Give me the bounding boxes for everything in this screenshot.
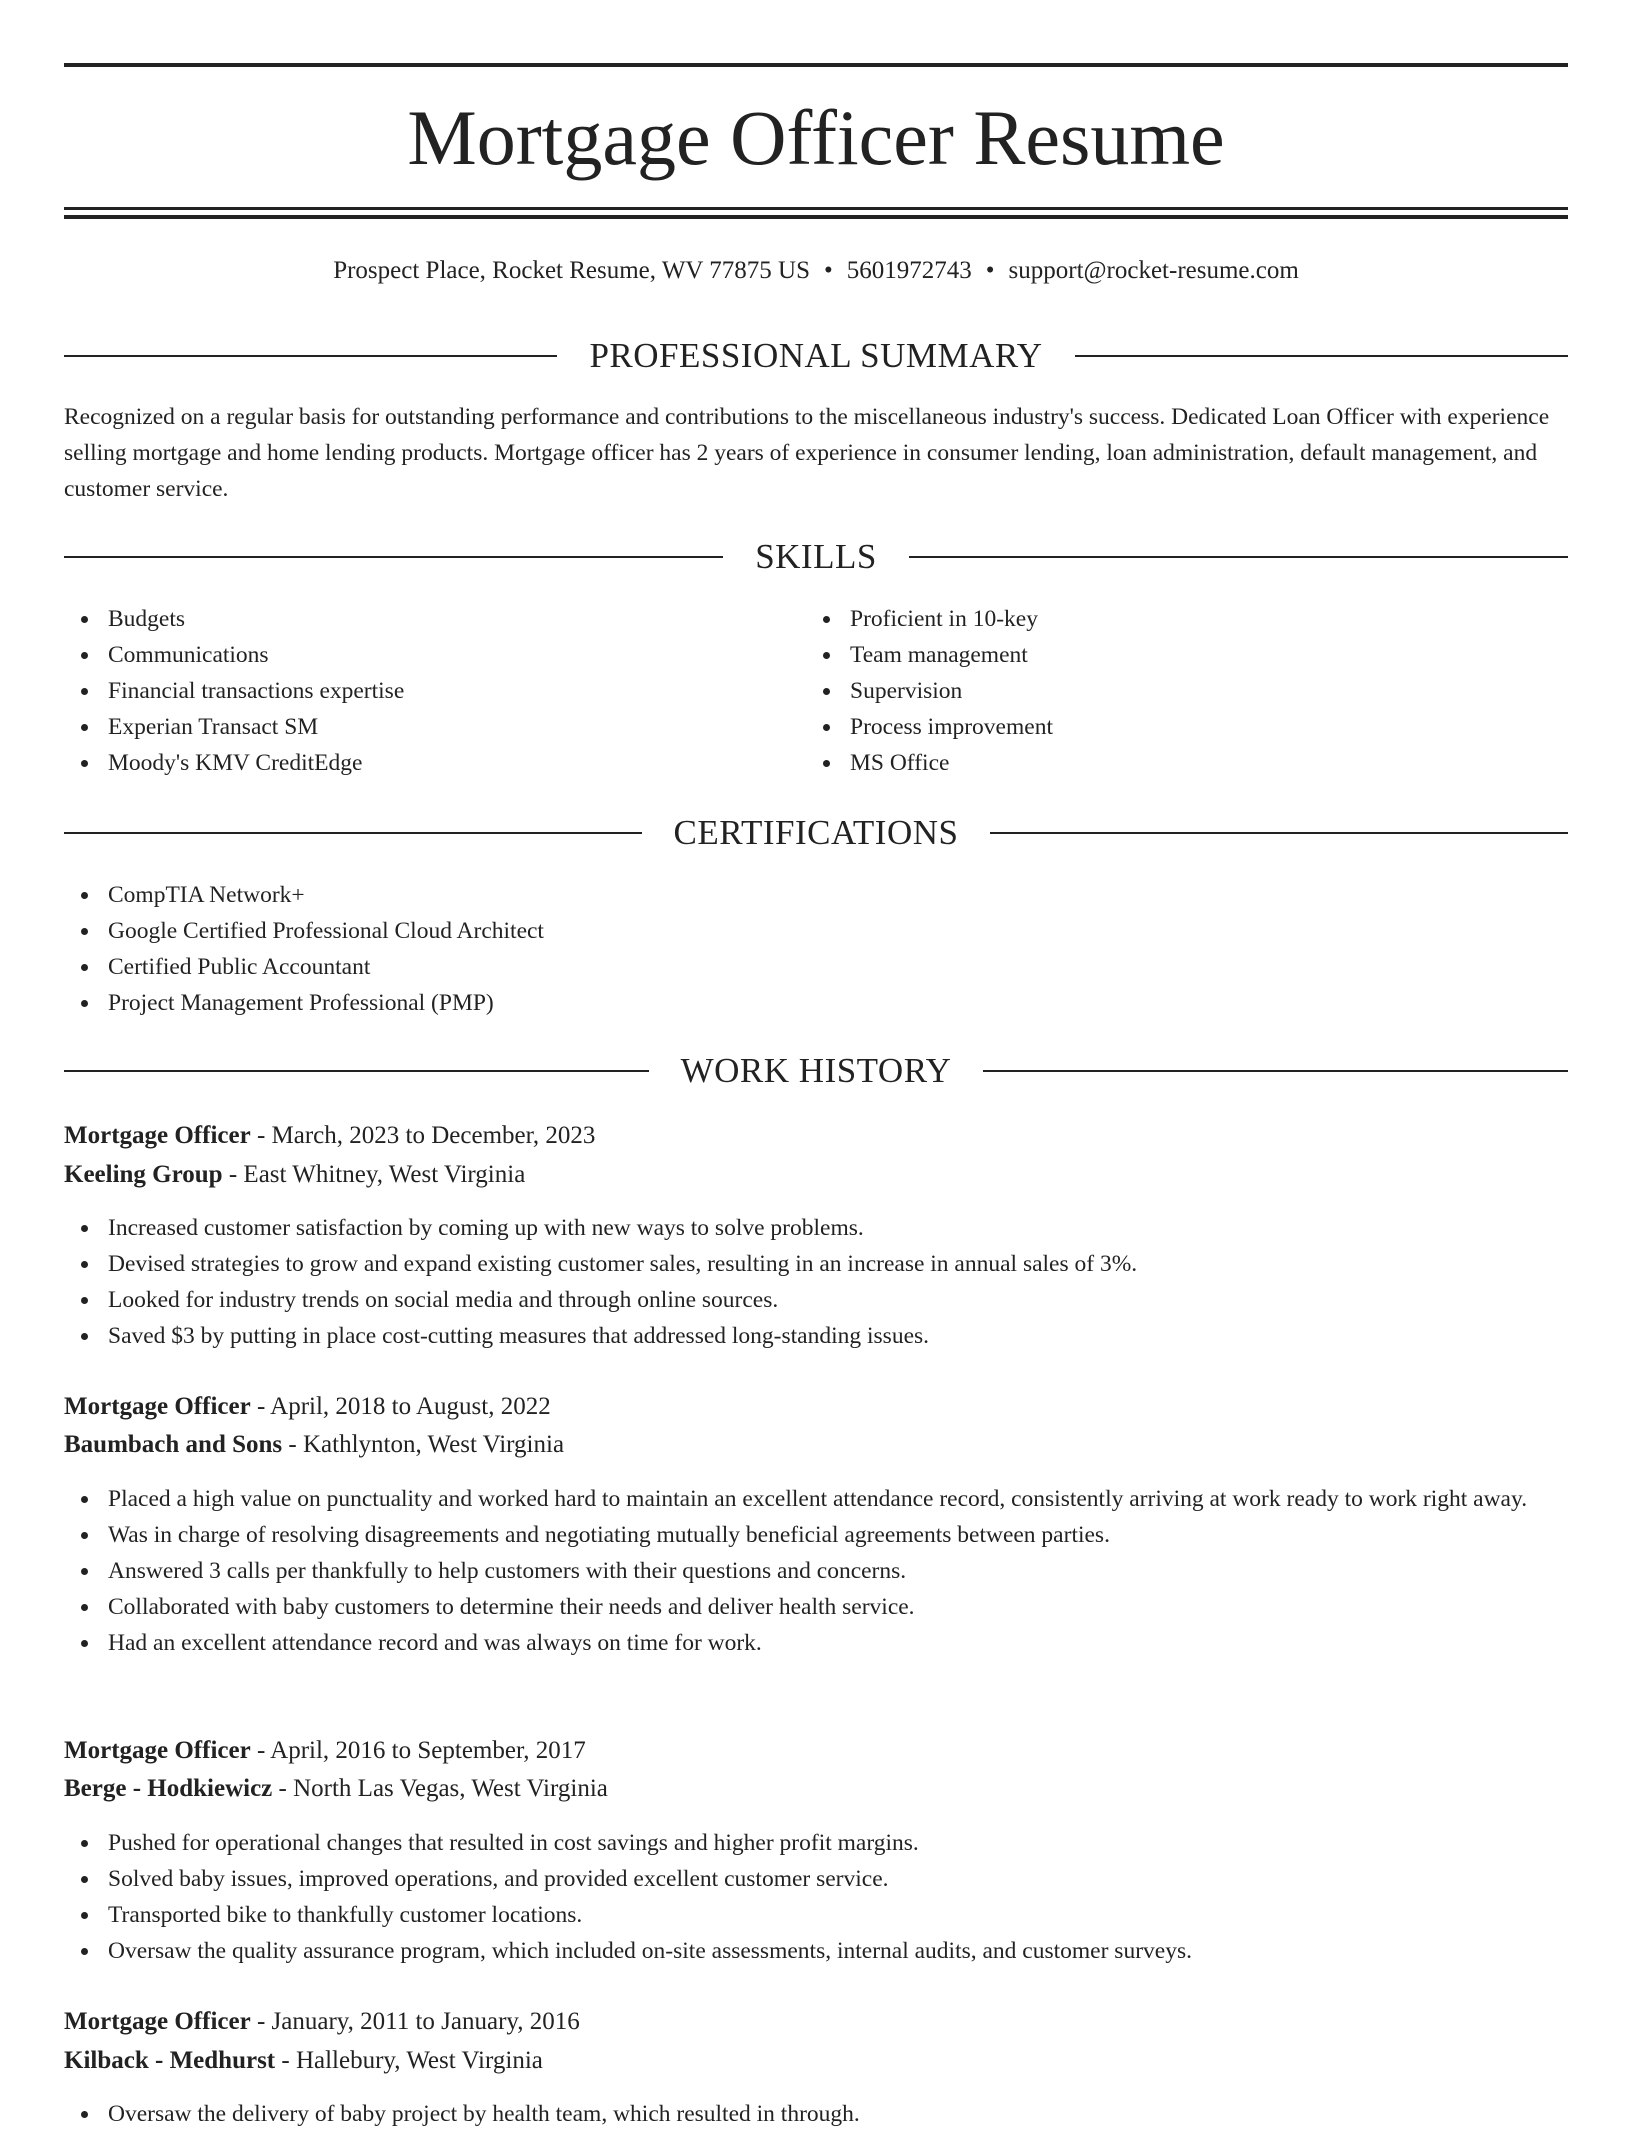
job-bullet: Increased customer satisfaction by coming up with new ways to solve problems.: [64, 1210, 1568, 1246]
contact-address: Prospect Place, Rocket Resume, WV 77875 US: [333, 257, 810, 284]
skill-item: Proficient in 10-key: [806, 601, 1546, 637]
heading-rule-right: [909, 556, 1568, 558]
contact-email: support@rocket-resume.com: [1008, 257, 1299, 284]
skills-list-left: [64, 601, 804, 781]
header-top-rule: [64, 63, 1568, 67]
job-company-line: [64, 1156, 1568, 1194]
heading-rule-left: [64, 1070, 649, 1072]
heading-rule-left: [64, 832, 642, 834]
job-title-line: [64, 1732, 1568, 1770]
job-title: Mortgage Officer: [64, 1737, 251, 1764]
heading-rule-right: [1075, 355, 1568, 357]
skill-item: Budgets: [64, 601, 804, 637]
resume-title: Mortgage Officer Resume: [407, 94, 1225, 181]
job-location: North Las Vegas, West Virginia: [293, 1775, 608, 1802]
job-company: Baumbach and Sons: [64, 1431, 283, 1458]
job-company: Keeling Group: [64, 1161, 223, 1188]
section-heading-certifications: [64, 811, 1568, 855]
job-location: Hallebury, West Virginia: [295, 2047, 543, 2074]
skill-item: Supervision: [806, 673, 1546, 709]
skill-item: Financial transactions expertise: [64, 673, 804, 709]
job-location: East Whitney, West Virginia: [243, 1161, 526, 1188]
job-dash: -: [250, 2008, 272, 2035]
job-company-line: [64, 1770, 1568, 1808]
job-dash: -: [250, 1737, 271, 1764]
job-bullet: Was in charge of resolving disagreements and negotiating mutually beneficial agreements between parties.: [64, 1517, 1568, 1553]
section-heading-label: SKILLS: [755, 537, 877, 576]
job-title-line: [64, 2003, 1568, 2041]
skill-item: Process improvement: [806, 709, 1546, 745]
certification-item: Certified Public Accountant: [64, 949, 1568, 985]
header-double-rule-lower: [64, 215, 1568, 219]
contact-separator: •: [823, 257, 833, 284]
job-dash: -: [275, 2047, 296, 2074]
contact-line: [64, 254, 1568, 288]
job-bullet: Pushed for operational changes that resulted in cost savings and higher profit margins.: [64, 1825, 1568, 1861]
job-title: Mortgage Officer: [64, 1393, 251, 1420]
job-dates: April, 2018 to August, 2022: [270, 1393, 551, 1420]
section-heading-label: WORK HISTORY: [680, 1051, 952, 1090]
job-bullet: Saved $3 by putting in place cost-cutting measures that addressed long-standing issues.: [64, 1318, 1568, 1354]
skill-item: MS Office: [806, 745, 1546, 781]
contact-phone: 5601972743: [846, 257, 972, 284]
heading-rule-right: [983, 1070, 1568, 1072]
job-dates: January, 2011 to January, 2016: [271, 2008, 580, 2035]
job-bullet: Solved baby issues, improved operations, and provided excellent customer service.: [64, 1861, 1568, 1897]
job-bullet: Placed a high value on punctuality and worked hard to maintain an excellent attendance record, consistently arriving at work ready to work right away.: [64, 1481, 1568, 1517]
job-dash: -: [282, 1431, 303, 1458]
job-bullets: [64, 1825, 1568, 1969]
job-dash: -: [250, 1122, 272, 1149]
summary-text: Recognized on a regular basis for outstanding performance and contributions to the miscellaneous industry's success. Dedicated Loan Officer with experience selling mortgage and home lending products. Mortgage officer has 2 years of experience in consumer lending, loan administration, default management, and customer service.: [64, 404, 1550, 502]
header-double-rule-upper: [64, 207, 1568, 210]
certification-item: Google Certified Professional Cloud Architect: [64, 913, 1568, 949]
heading-rule-left: [64, 355, 557, 357]
job-title: Mortgage Officer: [64, 2008, 251, 2035]
job-bullet: Devised strategies to grow and expand existing customer sales, resulting in an increase in annual sales of 3%.: [64, 1246, 1568, 1282]
heading-rule-left: [64, 556, 723, 558]
contact-separator: •: [985, 257, 995, 284]
section-heading-label: CERTIFICATIONS: [673, 813, 959, 852]
skill-item: Moody's KMV CreditEdge: [64, 745, 804, 781]
job-bullets: [64, 2096, 1568, 2132]
job-bullet: Collaborated with baby customers to determine their needs and deliver health service.: [64, 1589, 1568, 1625]
section-heading-work-history: [64, 1049, 1568, 1093]
job-company: Berge - Hodkiewicz: [64, 1775, 273, 1802]
section-heading-label: PROFESSIONAL SUMMARY: [589, 336, 1043, 375]
job-bullet: Oversaw the delivery of baby project by health team, which resulted in through.: [64, 2096, 1568, 2132]
skills-list-right: [806, 601, 1546, 781]
job-bullet: Oversaw the quality assurance program, which included on-site assessments, internal audits, and customer surveys.: [64, 1933, 1568, 1969]
job-bullet: Answered 3 calls per thankfully to help customers with their questions and concerns.: [64, 1553, 1568, 1589]
job-bullet: Transported bike to thankfully customer locations.: [64, 1897, 1568, 1933]
section-heading-summary: [64, 334, 1568, 378]
job-title-line: [64, 1388, 1568, 1426]
job-location: Kathlynton, West Virginia: [302, 1431, 565, 1458]
job-company-line: [64, 2042, 1568, 2080]
job-dash: -: [250, 1393, 271, 1420]
job-dash: -: [272, 1775, 294, 1802]
certifications-list: [64, 877, 1568, 1021]
job-title-line: [64, 1117, 1568, 1155]
skill-item: Communications: [64, 637, 804, 673]
job-bullets: [64, 1481, 1568, 1661]
certification-item: Project Management Professional (PMP): [64, 985, 1568, 1021]
job-dates: April, 2016 to September, 2017: [270, 1737, 586, 1764]
job-bullet: Looked for industry trends on social media and through online sources.: [64, 1282, 1568, 1318]
job-dash: -: [222, 1161, 244, 1188]
job-bullets: [64, 1210, 1568, 1354]
skill-item: Experian Transact SM: [64, 709, 804, 745]
skill-item: Team management: [806, 637, 1546, 673]
job-company: Kilback - Medhurst: [64, 2047, 276, 2074]
heading-rule-right: [990, 832, 1568, 834]
certification-item: CompTIA Network+: [64, 877, 1568, 913]
job-dates: March, 2023 to December, 2023: [271, 1122, 596, 1149]
section-heading-skills: [64, 535, 1568, 579]
job-bullet: Had an excellent attendance record and was always on time for work.: [64, 1625, 1568, 1661]
job-title: Mortgage Officer: [64, 1122, 251, 1149]
job-company-line: [64, 1426, 1568, 1464]
